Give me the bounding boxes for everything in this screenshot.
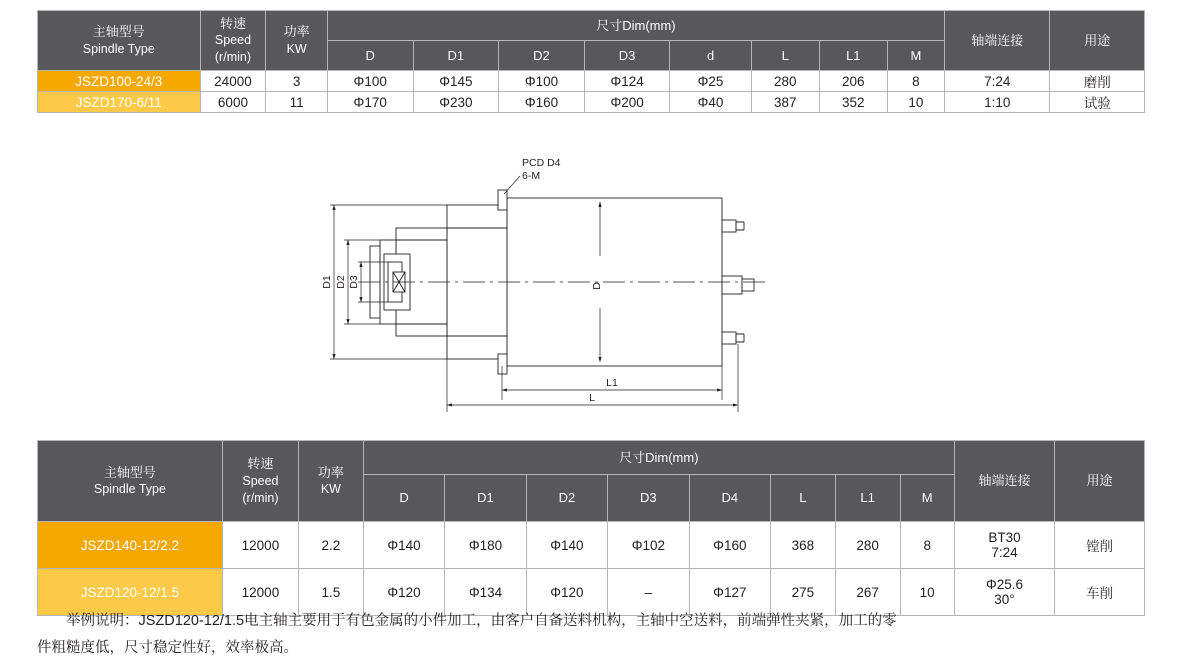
header-power <box>299 441 364 522</box>
row-dim-d2: Φ100 <box>499 71 585 92</box>
spindle-technical-drawing <box>300 150 900 415</box>
header-dim-group: 尺寸Dim(mm) <box>363 441 954 475</box>
header-speed-unit: (r/min) <box>214 50 251 65</box>
header-speed-en: Speed <box>214 33 252 48</box>
row-dim-d3: Φ124 <box>584 71 670 92</box>
row-dim-d3: Φ102 <box>608 522 689 569</box>
row-dim-d1: Φ180 <box>445 522 526 569</box>
row-spindle-type: JSZD120-12/1.5 <box>38 569 223 616</box>
header-dim-m: M <box>900 475 954 522</box>
row-spindle-type: JSZD170-6/11 <box>38 92 201 113</box>
shaft-connection-line-2: 7:24 <box>991 545 1018 560</box>
row-dim-l1: 280 <box>835 522 900 569</box>
row-shaft-connection <box>954 522 1054 569</box>
row-dim-d: Φ170 <box>327 92 413 113</box>
row-dim-d4: Φ160 <box>689 522 770 569</box>
header-speed <box>200 11 266 71</box>
row-dim-l: 280 <box>751 71 819 92</box>
row-speed: 24000 <box>200 71 266 92</box>
header-dim-d: D <box>327 41 413 71</box>
row-dim-d1: Φ134 <box>445 569 526 616</box>
row-dim-small-d: Φ25 <box>670 71 751 92</box>
row-dim-d2: Φ140 <box>526 522 607 569</box>
header-dim-d: D <box>363 475 444 522</box>
row-dim-d2: Φ160 <box>499 92 585 113</box>
label-pcd-d4: PCD D4 <box>522 157 561 169</box>
header-spindle-type-en: Spindle Type <box>93 482 166 497</box>
example-note-line-2: 件粗糙度低，尺寸稳定性好，效率极高。 <box>37 639 298 656</box>
header-spindle-type <box>38 11 201 71</box>
row-speed: 12000 <box>222 522 298 569</box>
header-dim-m: M <box>887 41 944 71</box>
header-speed-cn: 转速 <box>247 456 274 472</box>
header-speed-en: Speed <box>242 473 279 488</box>
header-spindle-type-en: Spindle Type <box>82 41 155 56</box>
header-dim-l: L <box>751 41 819 71</box>
row-dim-l1: 206 <box>819 71 887 92</box>
row-dim-d3: – <box>608 569 689 616</box>
shaft-connection-line-1: Φ25.6 <box>985 577 1024 592</box>
header-usage: 用途 <box>1055 441 1145 522</box>
row-dim-l1: 267 <box>835 569 900 616</box>
table-row <box>38 71 1145 92</box>
row-dim-d: Φ100 <box>327 71 413 92</box>
row-spindle-type: JSZD140-12/2.2 <box>38 522 223 569</box>
label-d2: D2 <box>335 275 347 289</box>
header-power-en: KW <box>320 482 341 497</box>
label-l1: L1 <box>606 377 618 389</box>
header-speed <box>222 441 298 522</box>
row-dim-m: 8 <box>900 522 954 569</box>
row-power: 11 <box>266 92 327 113</box>
header-dim-d1: D1 <box>445 475 526 522</box>
header-dim-d1: D1 <box>413 41 499 71</box>
table-header-row <box>38 441 1145 475</box>
row-dim-d1: Φ145 <box>413 71 499 92</box>
row-dim-l: 387 <box>751 92 819 113</box>
row-dim-d: Φ120 <box>363 569 444 616</box>
label-d1: D1 <box>321 275 333 289</box>
header-usage: 用途 <box>1050 11 1145 71</box>
row-speed: 6000 <box>200 92 266 113</box>
label-d: D <box>591 282 603 290</box>
table-row <box>38 92 1145 113</box>
row-dim-d2: Φ120 <box>526 569 607 616</box>
row-dim-m: 10 <box>900 569 954 616</box>
row-dim-m: 8 <box>887 71 944 92</box>
header-spindle-type-cn: 主轴型号 <box>103 464 156 480</box>
header-power-cn: 功率 <box>317 464 344 480</box>
header-dim-group: 尺寸Dim(mm) <box>327 11 944 41</box>
header-dim-l1: L1 <box>819 41 887 71</box>
row-power: 3 <box>266 71 327 92</box>
row-dim-m: 10 <box>887 92 944 113</box>
spindle-spec-table-top <box>37 10 1145 113</box>
header-shaft-connection: 轴端连接 <box>954 441 1054 522</box>
shaft-connection-line-2: 30° <box>994 592 1015 607</box>
row-usage: 镗削 <box>1055 522 1145 569</box>
header-dim-small-d: d <box>670 41 751 71</box>
row-spindle-type: JSZD100-24/3 <box>38 71 201 92</box>
row-dim-l: 275 <box>771 569 836 616</box>
shaft-connection-line-1: BT30 <box>988 530 1021 545</box>
header-dim-l1: L1 <box>835 475 900 522</box>
example-note-line-1: 举例说明：JSZD120-12/1.5电主轴主要用于有色金属的小件加工，由客户自备送料机构，主轴中空送料，前端弹性夹紧，加工的零 <box>66 613 897 629</box>
row-usage: 试验 <box>1050 92 1145 113</box>
row-dim-l1: 352 <box>819 92 887 113</box>
spindle-spec-table-bottom <box>37 440 1145 616</box>
label-d3: D3 <box>348 275 360 289</box>
header-shaft-connection: 轴端连接 <box>945 11 1050 71</box>
table-row <box>38 522 1145 569</box>
row-dim-l: 368 <box>771 522 836 569</box>
header-speed-cn: 转速 <box>219 15 246 31</box>
header-dim-d4: D4 <box>689 475 770 522</box>
row-dim-d4: Φ127 <box>689 569 770 616</box>
row-speed: 12000 <box>222 569 298 616</box>
row-dim-d: Φ140 <box>363 522 444 569</box>
header-dim-d3: D3 <box>584 41 670 71</box>
table-header-row <box>38 11 1145 41</box>
header-dim-d2: D2 <box>526 475 607 522</box>
row-shaft-connection: 1:10 <box>945 92 1050 113</box>
header-power-cn: 功率 <box>283 24 310 40</box>
row-dim-d1: Φ230 <box>413 92 499 113</box>
header-power-en: KW <box>286 41 307 56</box>
header-dim-l: L <box>771 475 836 522</box>
row-dim-d3: Φ200 <box>584 92 670 113</box>
label-6-m: 6-M <box>522 170 541 182</box>
header-spindle-type-cn: 主轴型号 <box>92 24 145 40</box>
row-dim-small-d: Φ40 <box>670 92 751 113</box>
row-power: 2.2 <box>299 522 364 569</box>
header-power <box>266 11 327 71</box>
label-l: L <box>589 392 595 404</box>
header-speed-unit: (r/min) <box>242 490 279 505</box>
header-dim-d2: D2 <box>499 41 585 71</box>
example-note <box>37 608 1147 662</box>
header-spindle-type <box>38 441 223 522</box>
row-usage: 磨削 <box>1050 71 1145 92</box>
header-dim-d3: D3 <box>608 475 689 522</box>
row-shaft-connection: 7:24 <box>945 71 1050 92</box>
row-usage: 车削 <box>1055 569 1145 616</box>
row-power: 1.5 <box>299 569 364 616</box>
